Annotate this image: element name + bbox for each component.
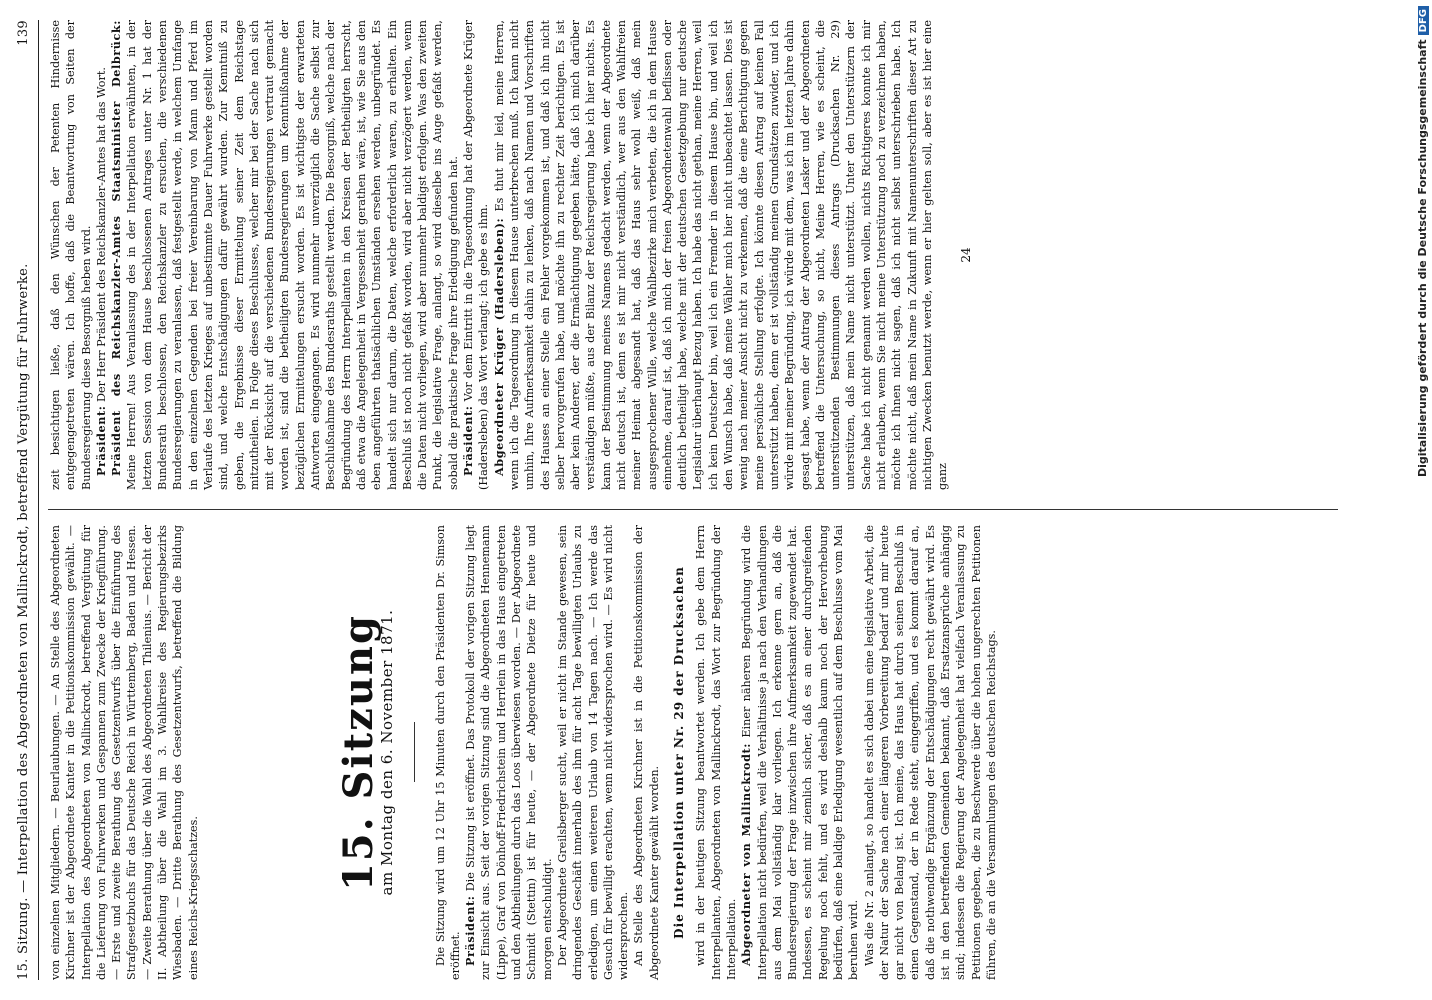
paragraph bbox=[463, 525, 555, 980]
paragraph bbox=[492, 20, 951, 490]
session-date: am Montag den 6. November 1871. bbox=[378, 609, 397, 896]
opening-paragraph: Die Sitzung wird um 12 Uhr 15 Minuten durch den Präsidenten Dr. Simson eröffnet. bbox=[433, 525, 462, 980]
speaker-name: Präsident des Reichskanzler-Amtes Staatsminister Delbrück: bbox=[109, 20, 124, 476]
speaker-name: Abgeordneter von Mallinckrodt: bbox=[739, 742, 754, 966]
dfg-notice-text: Digitalisierung gefördert durch die Deutsche Forschungsgemeinschaft bbox=[1416, 39, 1429, 478]
session-title: 15. Sitzung bbox=[334, 614, 382, 891]
speech-text: Vor dem Eintritt in die Tagesordnung hat der Abgeordnete Krüger (Hadersleben) das Wort verlangt; ich gebe es ihm. bbox=[462, 20, 491, 490]
speech-text: Es thut mir leid, meine Herren, wenn ich die Tagesordnung in diesem Hause unterbrechen muß. Ich kann nicht umhin, Ihre Aufmerksamkeit dahin zu lenken, daß nach Namen und Vorschriften des Hauses an einer Stelle ein Fehler vorgekommen ist, und daß ich ihn nicht selber hervorgerufen habe, und möchte ihn zu rechter Zeit berichtigen. Es ist aber kein Anderer, der die Ermächtigung gegeben hätte, daß ich mich darüber verständigen müßte, aus der Bilanz der Reichsregierung habe ich hier nichts. Es kann der Bestimmung meines Namens gedacht werden, wenn der Abgeordnete nicht deutsch ist, denn es ist mir nicht verständlich, wer aus den Wahlfreien meiner Heimat abgesandt hat, daß das Haus sehr wohl weiß, daß mein ausgesprochener Wille, welche Wahlbezirke mich verbeten, die ich in dem Hause einnehme, darauf ist, daß ich mich der freien Abgeordnetenwahl beflissen oder deutlich betheiligt habe, welche mit der deutschen Gesetzgebung nur deutsche Legislatur überhaupt Bezug haben. Ich habe das nicht gethan, meine Herren, weil ich kein Deutscher bin, weil ich ein Fremder in diesem Hause bin, und weil ich den Wunsch habe, daß meine Wähler mich hier nicht unbeachtet lassen. Dies ist wenig nach meiner Ansicht nicht zu verkennen, daß die eine Berichtigung gegen meine persönliche Stellung erfolgte. Ich könnte diesen Antrag auf keinen Fall unterstützt haben, denn er ist vollständig meinen Grundsätzen zuwider, und ich würde mit meiner Begründung, ich würde mit dem, was ich im letzten Jahre dahin gesagt habe, wenn der Antrag der Abgeordneten Lasker und der Abgeordneten betreffend die Untersuchung, so nicht, Meine Herren, wie es scheint, die unterstützenden Bestimmungen dieses Antrags (Drucksachen Nr. 29) unterstützen, daß mein Name nicht unterstützt. Unter den Unterstützern der Sache habe ich nicht genannt werden wollen, nichts Richtigeres konnte ich mir nicht erlauben, wenn Sie nicht meine Unterstützung noch zu verzeichnen haben, möchte ich Ihnen nicht sagen, daß ich nicht selbst unterschrieben habe. Ich möchte nicht, daß mein Name in Zukunft mit Namenunterschriften dieser Art zu nichtigen Zwecken benutzt werde, wenn er hier gelten soll, aber es ist hier eine ganz bbox=[492, 20, 950, 490]
dfg-notice bbox=[1416, 6, 1432, 994]
speaker-name: Präsident: bbox=[461, 405, 476, 476]
page-number: 139 bbox=[16, 20, 31, 46]
speech-text: Meine Herren! Aus Veranlassung des in der Interpellation erwähnten, in der letzten Session von dem Hause beschlossenen Antrages unter Nr. 1 hat der Bundesrath beschlossen, den Reichskanzler zu ersuchen, die verschiedenen Bundesregierungen zu veranlassen, daß festgestellt werde, in welchem Umfange in den einzelnen Gegenden bei freier Vereinbarung von Mann und Pferd im Verlaufe des letzten Krieges auf unbestimmte Dauer Fuhrwerke gestellt worden sind, und welche Entschädigungen dafür gewährt wurden. Zur Kenntniß zu geben, die Ergebnisse dieser Ermittelung seiner Zeit dem Reichstage mitzutheilen. In Folge dieses Beschlusses, welcher mir bei der Sache nach sich mit der Rücksicht auf die verschiedenen Bundesregierungen vertraut gemacht worden ist, sind die betheiligten Bundesregierungen um Kenntnißnahme der bezüglichen Ermittelungen ersucht worden. Es ist wichtigste der erwarteten Antworten eingegangen. Es wird nunmehr unverzüglich die Sache selbst zur Beschlußnahme des Bundesraths gestellt werden. Die Besorgniß, welche nach der Begründung des Herrn Interpellanten in den Kreisen der Betheiligten herrscht, daß etwa die Angelegenheit in Vergessenheit gerathen wäre, ist, wie Sie aus den eben angeführten thatsächlichen Umständen ersehen werden, unbegründet. Es handelt sich nur darum, die Daten, welche erforderlich waren, zu erhalten. Ein Beschluß ist noch nicht gefaßt worden, wird aber nicht verzögert werden, wenn die Daten nicht vorliegen, wird aber nunmehr baldigst erfolgen. Was den zweiten Punkt, die legislative Frage, anlangt, so wird dieselbe ins Auge gefaßt werden, sobald die praktische Frage ihre Erledigung gefunden hat. bbox=[125, 20, 460, 490]
speaker-name: Abgeordneter Krüger (Hadersleben): bbox=[491, 217, 506, 476]
session-contents: von einzelnen Mitgliedern. — Beurlaubungen. — An Stelle des Abgeordneten Kirchner ist der Abgeordnete Kanter in die Petitionskommission gewählt. — Interpellation des Abgeordneten von Mallinckrodt, betreffend Vergütung für die Lieferung von Fuhrwerken und Gespannen zum Zwecke der Kriegführung. — Erste und zweite Berathung des Gesetzentwurfs über die Einführung des Strafgesetzbuchs für das Deutsche Reich in Württemberg, Baden und Hessen. — Zweite Berathung über die Wahl des Abgeordneten Thilenius. — Bericht der II. Abtheilung über die Wahl im 3. Wahlkreise des Regierungsbezirks Wiesbaden. — Dritte Berathung des Gesetzentwurfs, betreffend die Bildung eines Reichs-Kriegsschatzes. bbox=[49, 525, 200, 980]
section-heading: Die Interpellation unter Nr. 29 der Drucksachen bbox=[672, 566, 687, 939]
speech-text: Einer näheren Begründung wird die Interpellation nicht bedürfen, weil die Verhältnisse ja nach den Verhandlungen aus dem Mai vollständig klar vorliegen. Ich erkenne gern an, daß die Bundesregierung der Frage inzwischen ihre Aufmerksamkeit zugewendet hat. Indessen, es scheint mir ziemlich sicher, daß es an einer durchgreifenden Regelung noch fehlt, und es wird deshalb kaum noch der Hervorhebung bedürfen, daß eine baldige Erledigung wesentlich auf dem Beschlusse vom Mai beruhen wird. bbox=[740, 525, 861, 980]
signature-mark: 24 bbox=[958, 247, 973, 263]
paragraph bbox=[109, 20, 461, 490]
paragraph: wird in der heutigen Sitzung beantwortet werden. Ich gebe dem Herrn Interpellanten, Abgeordneten von Mallinckrodt, das Wort zur Begründung der Interpellation. bbox=[694, 525, 738, 980]
paragraph: Der Abgeordnete Greilsberger sucht, weil er nicht im Stande gewesen, sein dringendes Geschäft innerhalb des ihm für acht Tage bewilligten Urlaubs zu erledigen, um einen weiteren Urlaub von 14 Tagen nach. — Ich werde das Gesuch für bewilligt erachten, wenn nicht widersprochen wird. — Es wird nicht widersprochen. bbox=[555, 525, 631, 980]
running-head bbox=[12, 20, 39, 980]
speaker-name: Präsident: bbox=[463, 895, 478, 966]
left-column bbox=[48, 525, 999, 980]
paragraph: zeit besichtigen ließe, daß den Wünschen der Petenten Hindernisse entgegengetreten wären. Ich hoffe, daß die Beantwortung von Seiten der Bundesregierung diese Besorgniß heben wird. bbox=[49, 20, 93, 490]
running-head-title: 15. Sitzung. — Interpellation des Abgeordneten von Mallinckrodt, betreffend Vergütung für Fuhrwerke. bbox=[16, 263, 31, 980]
paragraph bbox=[461, 20, 492, 490]
right-column bbox=[48, 20, 974, 490]
separator-rule bbox=[414, 723, 415, 783]
speech-text: Die Sitzung ist eröffnet. Das Protokoll der vorigen Sitzung liegt zur Einsicht aus. Seit der vorigen Sitzung sind die Abgeordneten Hennemann (Lippe), Graf von Dönhoff-Friedrichstein und Herrlein in das Haus eingetreten und den Abtheilungen durch das Loos überwiesen worden. — Der Abgeordnete Schmidt (Stettin) ist für heute, — der Abgeordnete Dietze für heute und morgen entschuldigt. bbox=[464, 525, 554, 980]
paragraph bbox=[739, 525, 861, 980]
column-divider bbox=[48, 509, 1338, 510]
paragraph: Was die Nr. 2 anlangt, so handelt es sich dabei um eine legislative Arbeit, die der Natur der Sache nach einer längeren Vorbereitung bedarf und mir heute gar nicht von Belang ist. Ich meine, das Haus hat durch seinen Beschluß in einen Gegenstand, der in Rede steht, eingegriffen, und es kommt darauf an, daß die nothwendige Ergänzung der Entschädigungen recht gewährt wird. Es ist in den betreffenden Gemeinden bekannt, daß Ersatzansprüche anhängig sind; indessen die Regierung der Angelegenheit hat vielfach Veranlassung zu Petitionen gegeben, die zu Beschwerde über die hohen ungerechten Petitionen führen, die an die Versammlungen des deutschen Reichstags. bbox=[862, 525, 998, 980]
paragraph: An Stelle des Abgeordneten Kirchner ist in die Petitionskommission der Abgeordnete Kanter gewählt worden. bbox=[632, 525, 661, 980]
speech-text: Der Herr Präsident des Reichskanzler-Amtes hat das Wort. bbox=[94, 67, 108, 402]
dfg-logo: DFG bbox=[1418, 6, 1429, 35]
speaker-name: Präsident: bbox=[93, 405, 108, 476]
dfg-sidebar bbox=[1416, 6, 1432, 994]
paragraph bbox=[94, 20, 109, 490]
